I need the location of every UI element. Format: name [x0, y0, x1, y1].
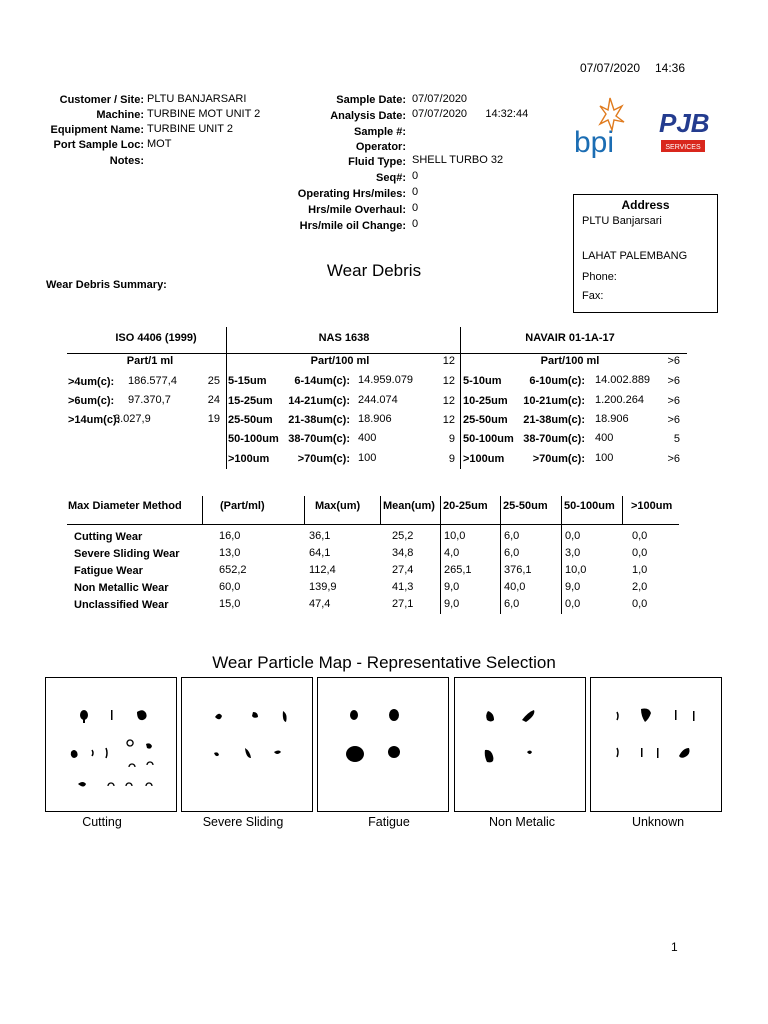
nas-row-label: >70um(c): — [297, 453, 350, 465]
max-col-header: 25-50um — [503, 500, 548, 512]
address-title: Address — [621, 198, 670, 212]
table-cell: 15,0 — [219, 598, 241, 610]
navair-row-class: >6 — [667, 395, 680, 407]
fluid-type-label: Fluid Type: — [348, 156, 406, 168]
nas-subheader-class: 12 — [442, 355, 455, 367]
iso-subheader: Part/1 ml — [126, 355, 174, 367]
navair-row-range: 5-10um — [463, 375, 502, 387]
operator-label: Operator: — [355, 141, 406, 153]
table-cell: 0,0 — [632, 530, 648, 542]
oil-change-value: 0 — [412, 218, 419, 230]
iso-row-code: 24 — [207, 394, 220, 406]
nas-row-class: 9 — [448, 453, 455, 465]
address-line2: LAHAT PALEMBANG — [582, 250, 688, 262]
customer-label: Customer / Site: — [59, 94, 144, 106]
max-col-header: 20-25um — [443, 500, 488, 512]
sample-date-value: 07/07/2020 — [412, 93, 468, 105]
fax-label: Fax: — [582, 290, 604, 302]
cutting-label: Cutting — [82, 815, 122, 829]
bpi-logo — [572, 96, 644, 160]
max-col-header: Max(um) — [315, 500, 361, 512]
table-cell: 16,0 — [219, 530, 241, 542]
navair-row-class: >6 — [667, 453, 680, 465]
nas-row-range: 15-25um — [228, 395, 273, 407]
wear-type-name: Unclassified Wear — [74, 599, 169, 611]
table-cell: 9,0 — [444, 598, 460, 610]
table-cell: 41,3 — [392, 581, 414, 593]
non-metallic-label: Non Metalic — [489, 815, 555, 829]
table-cell: 2,0 — [632, 581, 648, 593]
table-cell: 6,0 — [504, 598, 520, 610]
nas-row-range: >100um — [228, 453, 270, 465]
navair-row-range: 25-50um — [463, 414, 508, 426]
table-cell: 10,0 — [565, 564, 587, 576]
wear-type-name: Severe Sliding Wear — [74, 548, 180, 560]
table-cell: 265,1 — [444, 564, 472, 576]
nas-row-range: 50-100um — [228, 433, 279, 445]
analysis-date-value: 07/07/2020 14:32:44 — [412, 108, 529, 120]
fluid-type-value: SHELL TURBO 32 — [412, 154, 504, 166]
table-cell: 0,0 — [565, 530, 581, 542]
nas-row-range: 5-15um — [228, 375, 267, 387]
bpi-logo-text: bpi — [574, 126, 615, 159]
equipment-label: Equipment Name: — [50, 124, 144, 136]
nas-row-class: 9 — [448, 433, 455, 445]
pjb-services-text: SERVICES — [665, 144, 701, 151]
sample-date-label: Sample Date: — [336, 94, 406, 106]
table-cell: 0,0 — [632, 547, 648, 559]
unknown-particle-image — [590, 677, 722, 812]
equipment-value: TURBINE UNIT 2 — [147, 123, 233, 135]
navair-row-value: 18.906 — [595, 413, 629, 425]
severe-sliding-label: Severe Sliding — [202, 815, 284, 829]
navair-row-label: 6-10um(c): — [529, 375, 585, 387]
cutting-particle-image — [45, 677, 177, 812]
table-cell: 3,0 — [565, 547, 581, 559]
nas-subheader: Part/100 ml — [310, 355, 370, 367]
wear-type-name: Non Metallic Wear — [74, 582, 169, 594]
nas-row-class: 12 — [442, 414, 455, 426]
fatigue-particle-image — [317, 677, 449, 812]
analysis-date-label: Analysis Date: — [330, 110, 406, 122]
table-cell: 652,2 — [219, 564, 247, 576]
nas-row-value: 100 — [358, 452, 377, 464]
print-time: 14:36 — [655, 61, 686, 75]
max-col-header: Max Diameter Method — [68, 500, 182, 512]
nas-title: NAS 1638 — [318, 332, 370, 344]
sample-num-label: Sample #: — [354, 126, 406, 138]
iso-row-value: 97.370,7 — [128, 394, 171, 406]
iso-row-label: >4um(c): — [68, 376, 115, 388]
navair-row-value: 400 — [595, 432, 614, 444]
wear-debris-title: Wear Debris — [326, 261, 422, 280]
table-cell: 4,0 — [444, 547, 460, 559]
table-cell: 34,8 — [392, 547, 414, 559]
iso-row-label: >14um(c): — [68, 414, 121, 426]
nas-row-label: 14-21um(c): — [288, 395, 350, 407]
table-cell: 376,1 — [504, 564, 532, 576]
nas-row-class: 12 — [442, 375, 455, 387]
iso-row-value: 186.577,4 — [128, 375, 177, 387]
notes-label: Notes: — [109, 155, 144, 167]
overhaul-value: 0 — [412, 202, 419, 214]
wear-debris-summary-label: Wear Debris Summary: — [46, 279, 167, 291]
navair-row-range: 10-25um — [463, 395, 508, 407]
nas-row-value: 400 — [358, 432, 377, 444]
max-col-header: Mean(um) — [383, 500, 435, 512]
navair-row-label: 21-38um(c): — [523, 414, 585, 426]
table-cell: 27,1 — [392, 598, 414, 610]
table-cell: 0,0 — [565, 598, 581, 610]
table-cell: 6,0 — [504, 530, 520, 542]
fatigue-label: Fatigue — [368, 815, 410, 829]
machine-value: TURBINE MOT UNIT 2 — [147, 108, 261, 120]
table-cell: 36,1 — [309, 530, 331, 542]
table-cell: 64,1 — [309, 547, 331, 559]
operating-hrs-label: Operating Hrs/miles: — [297, 188, 406, 200]
nas-row-value: 18.906 — [358, 413, 392, 425]
nas-row-class: 12 — [442, 395, 455, 407]
page-number: 1 — [671, 940, 678, 954]
nas-row-value: 14.959.079 — [358, 374, 414, 386]
particle-map-title: Wear Particle Map - Representative Selection — [212, 653, 556, 672]
table-cell: 13,0 — [219, 547, 241, 559]
machine-label: Machine: — [96, 109, 144, 121]
table-cell: 6,0 — [504, 547, 520, 559]
navair-row-value: 14.002.889 — [595, 374, 651, 386]
seq-label: Seq#: — [376, 172, 406, 184]
navair-row-label: >70um(c): — [532, 453, 585, 465]
navair-row-class: >6 — [667, 375, 680, 387]
iso-row-value: 3.027,9 — [114, 413, 151, 425]
navair-row-class: 5 — [673, 433, 680, 445]
table-cell: 10,0 — [444, 530, 466, 542]
wear-type-name: Cutting Wear — [74, 531, 143, 543]
table-cell: 47,4 — [309, 598, 331, 610]
seq-value: 0 — [412, 170, 419, 182]
navair-row-range: 50-100um — [463, 433, 514, 445]
navair-row-class: >6 — [667, 414, 680, 426]
navair-subheader-class: >6 — [667, 355, 680, 367]
nas-row-label: 6-14um(c): — [294, 375, 350, 387]
nas-row-range: 25-50um — [228, 414, 273, 426]
port-value: MOT — [147, 138, 172, 150]
pjb-logo-text: PJB — [659, 108, 709, 138]
port-label: Port Sample Loc: — [53, 139, 144, 151]
iso-row-code: 25 — [207, 375, 220, 387]
iso-title: ISO 4406 (1999) — [115, 332, 197, 344]
iso-row-code: 19 — [207, 413, 220, 425]
table-cell: 9,0 — [565, 581, 581, 593]
navair-row-label: 10-21um(c): — [523, 395, 585, 407]
oil-change-label: Hrs/mile oil Change: — [299, 220, 406, 232]
table-cell: 25,2 — [392, 530, 414, 542]
navair-row-value: 1.200.264 — [595, 394, 644, 406]
phone-label: Phone: — [582, 271, 617, 283]
customer-value: PLTU BANJARSARI — [147, 93, 247, 105]
table-cell: 1,0 — [632, 564, 648, 576]
table-cell: 40,0 — [504, 581, 526, 593]
max-col-header: 50-100um — [564, 500, 615, 512]
navair-subheader: Part/100 ml — [540, 355, 600, 367]
wear-type-name: Fatigue Wear — [74, 565, 143, 577]
table-cell: 9,0 — [444, 581, 460, 593]
table-cell: 0,0 — [632, 598, 648, 610]
overhaul-label: Hrs/mile Overhaul: — [308, 204, 406, 216]
navair-row-range: >100um — [463, 453, 505, 465]
table-cell: 139,9 — [309, 581, 337, 593]
nas-row-label: 21-38um(c): — [288, 414, 350, 426]
max-col-header: >100um — [631, 500, 673, 512]
table-cell: 60,0 — [219, 581, 241, 593]
table-cell: 112,4 — [309, 564, 336, 576]
navair-title: NAVAIR 01-1A-17 — [525, 332, 615, 344]
nas-row-label: 38-70um(c): — [288, 433, 350, 445]
address-line1: PLTU Banjarsari — [582, 215, 662, 227]
max-col-header: (Part/ml) — [220, 500, 265, 512]
iso-row-label: >6um(c): — [68, 395, 115, 407]
operating-hrs-value: 0 — [412, 186, 419, 198]
unknown-label: Unknown — [631, 815, 685, 829]
table-cell: 27,4 — [392, 564, 414, 576]
non-metallic-particle-image — [454, 677, 586, 812]
pjb-logo — [657, 96, 709, 160]
navair-row-value: 100 — [595, 452, 614, 464]
print-date: 07/07/2020 — [580, 61, 641, 75]
nas-row-value: 244.074 — [358, 394, 398, 406]
navair-row-label: 38-70um(c): — [523, 433, 585, 445]
severe-sliding-particle-image — [181, 677, 313, 812]
